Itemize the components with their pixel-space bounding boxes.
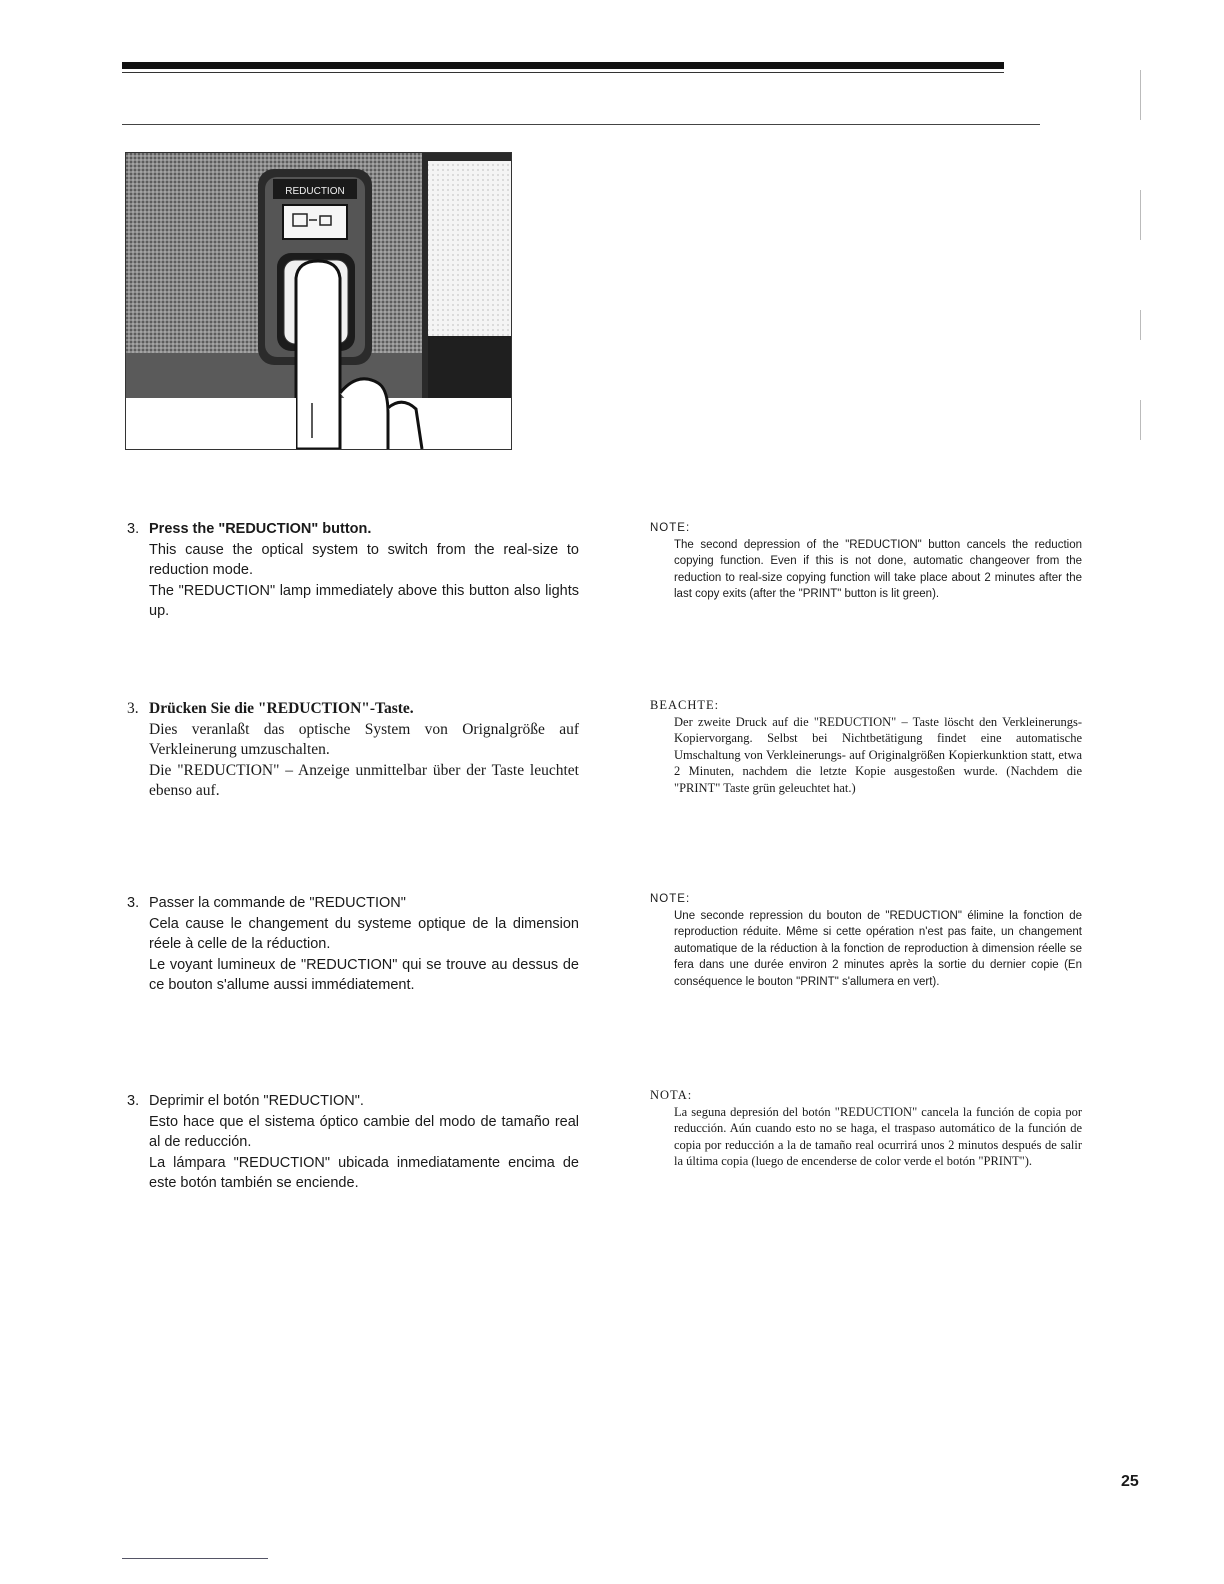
note-english: [650, 520, 1082, 603]
step-line: Cela cause le changement du systeme optique de la dimension réele à celle de la réduction.: [149, 915, 579, 952]
note-title: BEACHTE:: [650, 698, 720, 712]
margin-mark: [1140, 190, 1141, 240]
step-line: The "REDUCTION" lamp immediately above this button also lights up.: [149, 582, 579, 619]
step-french: [127, 893, 579, 996]
note-french: [650, 891, 1082, 991]
note-text: The second depression of the "REDUCTION" button cancels the reduction copying function. Even if this is not done, automatic changeover from the reduction to real-size copying function will take place about 2 minutes after the last copy exits (after the "PRINT" button is lit green).: [674, 538, 1082, 601]
step-line: Die "REDUCTION" – Anzeige unmittelbar über der Taste leuchtet ebenso auf.: [149, 761, 579, 799]
section-rule: [122, 124, 1040, 125]
step-number: 3.: [127, 521, 140, 537]
step-heading: Press the "REDUCTION" button.: [149, 521, 372, 537]
step-heading: Drücken Sie die "REDUCTION"-Taste.: [149, 700, 414, 717]
step-line: This cause the optical system to switch from the real-size to reduction mode.: [149, 541, 579, 578]
note-text: Une seconde repression du bouton de "REDUCTION" élimine la fonction de reproduction réduite. Même si cette opération n'est pas faite, un changement automatique de la réduction à la fonction de reproduction à dimension réelle se fera dans une durée environ 2 minutes après la sortie du dernier copie (En conséquence le bouton "PRINT" s'allumera en vert).: [674, 909, 1082, 988]
step-number: 3.: [127, 1093, 140, 1109]
footer-rule: [122, 1558, 268, 1559]
step-line: La lámpara "REDUCTION" ubicada inmediatamente encima de este botón también se enciende.: [149, 1154, 579, 1191]
margin-mark: [1140, 70, 1141, 120]
reduction-button-illustration: [126, 153, 511, 449]
step-line: Le voyant lumineux de "REDUCTION" qui se trouve au dessus de ce bouton s'allume aussi immédiatement.: [149, 956, 579, 993]
note-text: La seguna depresión del botón "REDUCTION" cancela la función de copia por reducción. Aún cuando esto no se haga, el traspaso automático de la función de copia por reducción a la de tamaño real ocurrirá unos 2 minutos después de salir la última copia (luego de encenderse de color verde el botón "PRINT").: [674, 1104, 1082, 1169]
step-number: 3.: [127, 700, 139, 717]
header-rule-thick: [122, 62, 1004, 69]
margin-mark: [1140, 400, 1141, 440]
header-rule-thin: [122, 72, 1004, 73]
step-english: [127, 519, 579, 622]
margin-mark: [1140, 310, 1141, 340]
step-heading: Deprimir el botón "REDUCTION".: [149, 1093, 364, 1109]
note-title: NOTA:: [650, 1088, 693, 1102]
note-title: NOTE:: [650, 893, 691, 905]
step-spanish: [127, 1091, 579, 1194]
step-line: Esto hace que el sistema óptico cambie del modo de tamaño real al de reducción.: [149, 1113, 579, 1150]
step-number: 3.: [127, 895, 140, 911]
step-heading: Passer la commande de "REDUCTION": [149, 895, 406, 911]
note-text: Der zweite Druck auf die "REDUCTION" – Taste löscht den Verkleinerungs-Kopiervorgang. Selbst bei Nichtbetätigung findet eine automatische Umschaltung von Verkleinerungs- auf Originalgrößen Kopierkunktion statt, etwa 2 Minuten, nachdem die letzte Kopie ausgestoßen wurde. (Nachdem die "PRINT" Taste grün geleuchtet hat.): [674, 714, 1082, 795]
note-spanish: [650, 1087, 1082, 1170]
page-number: 25: [1121, 1473, 1139, 1490]
note-title: NOTE:: [650, 522, 691, 534]
step-german: [127, 699, 579, 802]
step-line: Dies veranlaßt das optische System von Orignalgröße auf Verkleinerung umzuschalten.: [149, 720, 579, 758]
reduction-button-photo: [125, 152, 512, 450]
panel-label: REDUCTION: [285, 186, 345, 197]
note-german: [650, 697, 1082, 797]
